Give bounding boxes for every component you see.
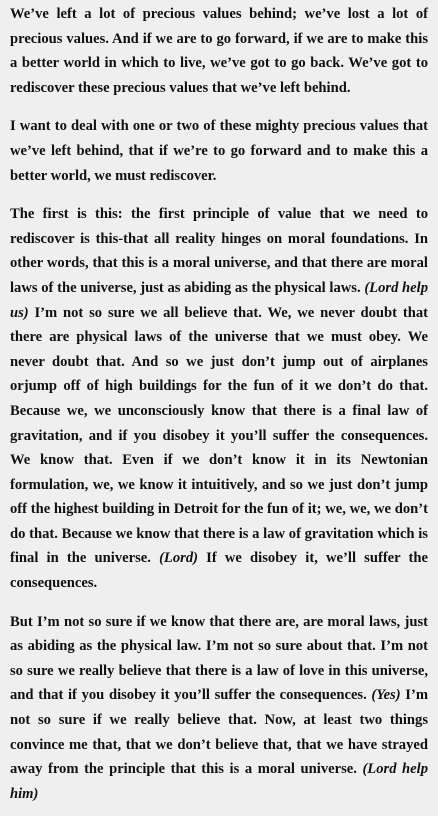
paragraph-3-text: The first is this: the first principle of value that we need to rediscover is this-that all reality hinges on moral foundations. In other words, that this is a moral universe, and that there are moral laws of the universe, just as abiding as the physical laws.	[10, 206, 428, 296]
paragraph-3-text-end: If we disobey it, we’ll suffer the consequences.	[10, 550, 429, 592]
paragraph-1	[10, 2, 428, 100]
paragraph-3-text-continued: I’m not so sure we all believe that. We, we never doubt that there are physical laws of the universe that we must obey. We never doubt that. And so we just don’t jump out of airplanes orjump off of high buildings for the fun of it we don’t do that. Because we, we unconsciously know that there is a final law of gravitation, and if you disobey it you’ll suffer the consequences. We know that. Even if we don’t know it in its Newtonian formulation, we, we know it intuitively, and so we just don’t jump off the highest building in Detroit for the fun of it; we, we, we don’t do that. Because we know that there is a law of gravitation which is final in the universe.	[10, 304, 428, 567]
paragraph-2-text: I want to deal with one or two of these mighty precious values that we’ve left behind, that if we’re to go forward and to make this a better world, we must rediscover.	[10, 118, 428, 184]
audience-response-lord-help-him: (Lord help him)	[10, 761, 428, 802]
paragraph-2	[10, 114, 428, 188]
audience-response-lord-help-us: (Lord help us)	[10, 279, 428, 321]
audience-response-lord: (Lord)	[159, 550, 198, 567]
paragraph-1-text: We’ve left a lot of precious values behind; we’ve lost a lot of precious values. And if we are to go forward, if we are to make this a better world in which to live, we’ve got to go back. We’ve got to rediscover these precious values that we’ve left behind.	[10, 6, 428, 96]
paragraph-4-text-continued: I’m not so sure if we really believe that. Now, at least two things convince me that, that we don’t believe that, that we have strayed away from the principle that this is a moral universe.	[10, 687, 428, 778]
audience-response-yes: (Yes)	[371, 687, 401, 704]
paragraph-4-text: But I’m not so sure if we know that there are, are moral laws, just as abiding as the physical law. I’m not so sure about that. I’m not so sure we really believe that there is a law of love in this universe, and that if you disobey it you’ll suffer the consequences.	[10, 613, 428, 704]
paragraph-3	[10, 202, 428, 596]
paragraph-4	[10, 610, 428, 807]
